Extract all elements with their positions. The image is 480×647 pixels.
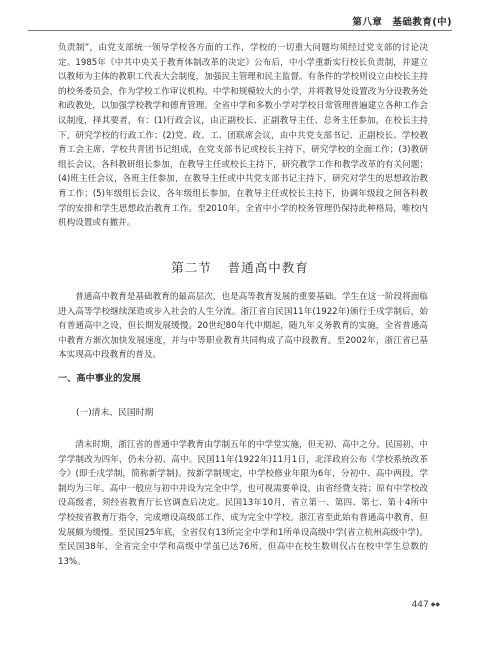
paragraph-school-management: 负责制”，由党支部统一领导学校各方面的工作，学校的一切重大问题均须经过党支部的讨论决定。1985年《中共中央关于教育体制改革的决定》公布后，中小学重新实行校长负责制，并建立以教师为主体的教职工代表大会制度，加强民主管理和民主监督。有条件的学校则设立由校长主持的校务委员会，作为学校工作审议机构。中学和规模较大的小学，并将教导处设置改为分设教务处和政教处，以加强学校教学和德育管理。全省中学和多数小学对学校日常管理普遍建立各种工作会议制度，择其要者，有：(1)行政会议，由正副校长、正副教导主任、总务主任参加，在校长主持下，研究学校的行政工作；(2)党、政、工、团联席会议，由中共党支部书记、正副校长、学校教育工会主席、学校共青团书记组成，在党支部书记或校长主持下，研究学校的全面工作；(3)教研组长会议，各科教研组长参加，在教导主任或校长主持下，研究教学工作和教学改革的有关问题；(4)班主任会议，各班主任参加，在教导主任或中共党支部书记主持下，研究对学生的思想政治教育工作；(5)年级组长会议，各年级组长参加，在教导主任或校长主持下，协调年级段之间各科教学的安排和学生思想政治教育工作。至2010年，全省中小学的校务管理仍保持此种格局，唯校内机构设置或有撤并。 bbox=[58, 43, 428, 229]
subheading-level1: 一、高中事业的发展 bbox=[58, 373, 141, 384]
header-rule bbox=[28, 30, 452, 31]
paragraph-history: 清末时期，浙江省的普通中学教育由学制五年的中学堂实施，但无初、高中之分。民国初，中学学制改为四年，仍未分初、高中。民国11年(1922年)11月1日，北洋政府公布《学校系统改革令》(即壬戌学制，简称新学制)。按新学制规定，中学校修业年限为6年，分初中、高中两段，学制均为三年。高中一般应与初中并设为完全中学，也可视需要单设，由省经费支持；原有中学校改设高级者，须经省教育厅长官调查后决定。民国13年10月，省立第一、第四、第七、第十4所中学校按省教育厅指令，完成增设高级部工作，成为完全中学校。浙江省至此始有普通高中教育，但发展颇为缓慢。至民国25年底，全省仅有13所完全中学和1所单设高级中学(省立杭州高级中学)。至民国38年，全省完全中学和高级中学虽已达76所，但高中在校生数则仅占在校中学生总数的13%。 bbox=[58, 440, 428, 567]
page-footer bbox=[412, 600, 440, 610]
page-number-ornament: ◆◆ bbox=[430, 601, 440, 608]
page-number: 447 bbox=[411, 600, 429, 610]
paragraph-intro: 普通高中教育是基础教育的最高层次，也是高等教育发展的重要基础。学生在这一阶段将面临进入高等学校继续深造或步入社会的人生分流。浙江省自民国11年(1922年)颁行壬戌学制后，始有普通高中之设，但长期发展缓慢。20世纪80年代中期起，随九年义务教育的实施，全省普通高中教育方渐次加快发展速度，并与中等职业教育共同构成了高中段教育。至2002年，浙江省已基本实现高中段教育的普及。 bbox=[58, 292, 428, 361]
running-header: 第八章 基础教育(中) bbox=[352, 17, 452, 28]
section-heading bbox=[0, 258, 480, 276]
section-title: 普通高中教育 bbox=[227, 260, 309, 275]
subheading-level2: (一)清末、民国时期 bbox=[76, 408, 154, 418]
section-number: 第二节 bbox=[171, 260, 212, 275]
